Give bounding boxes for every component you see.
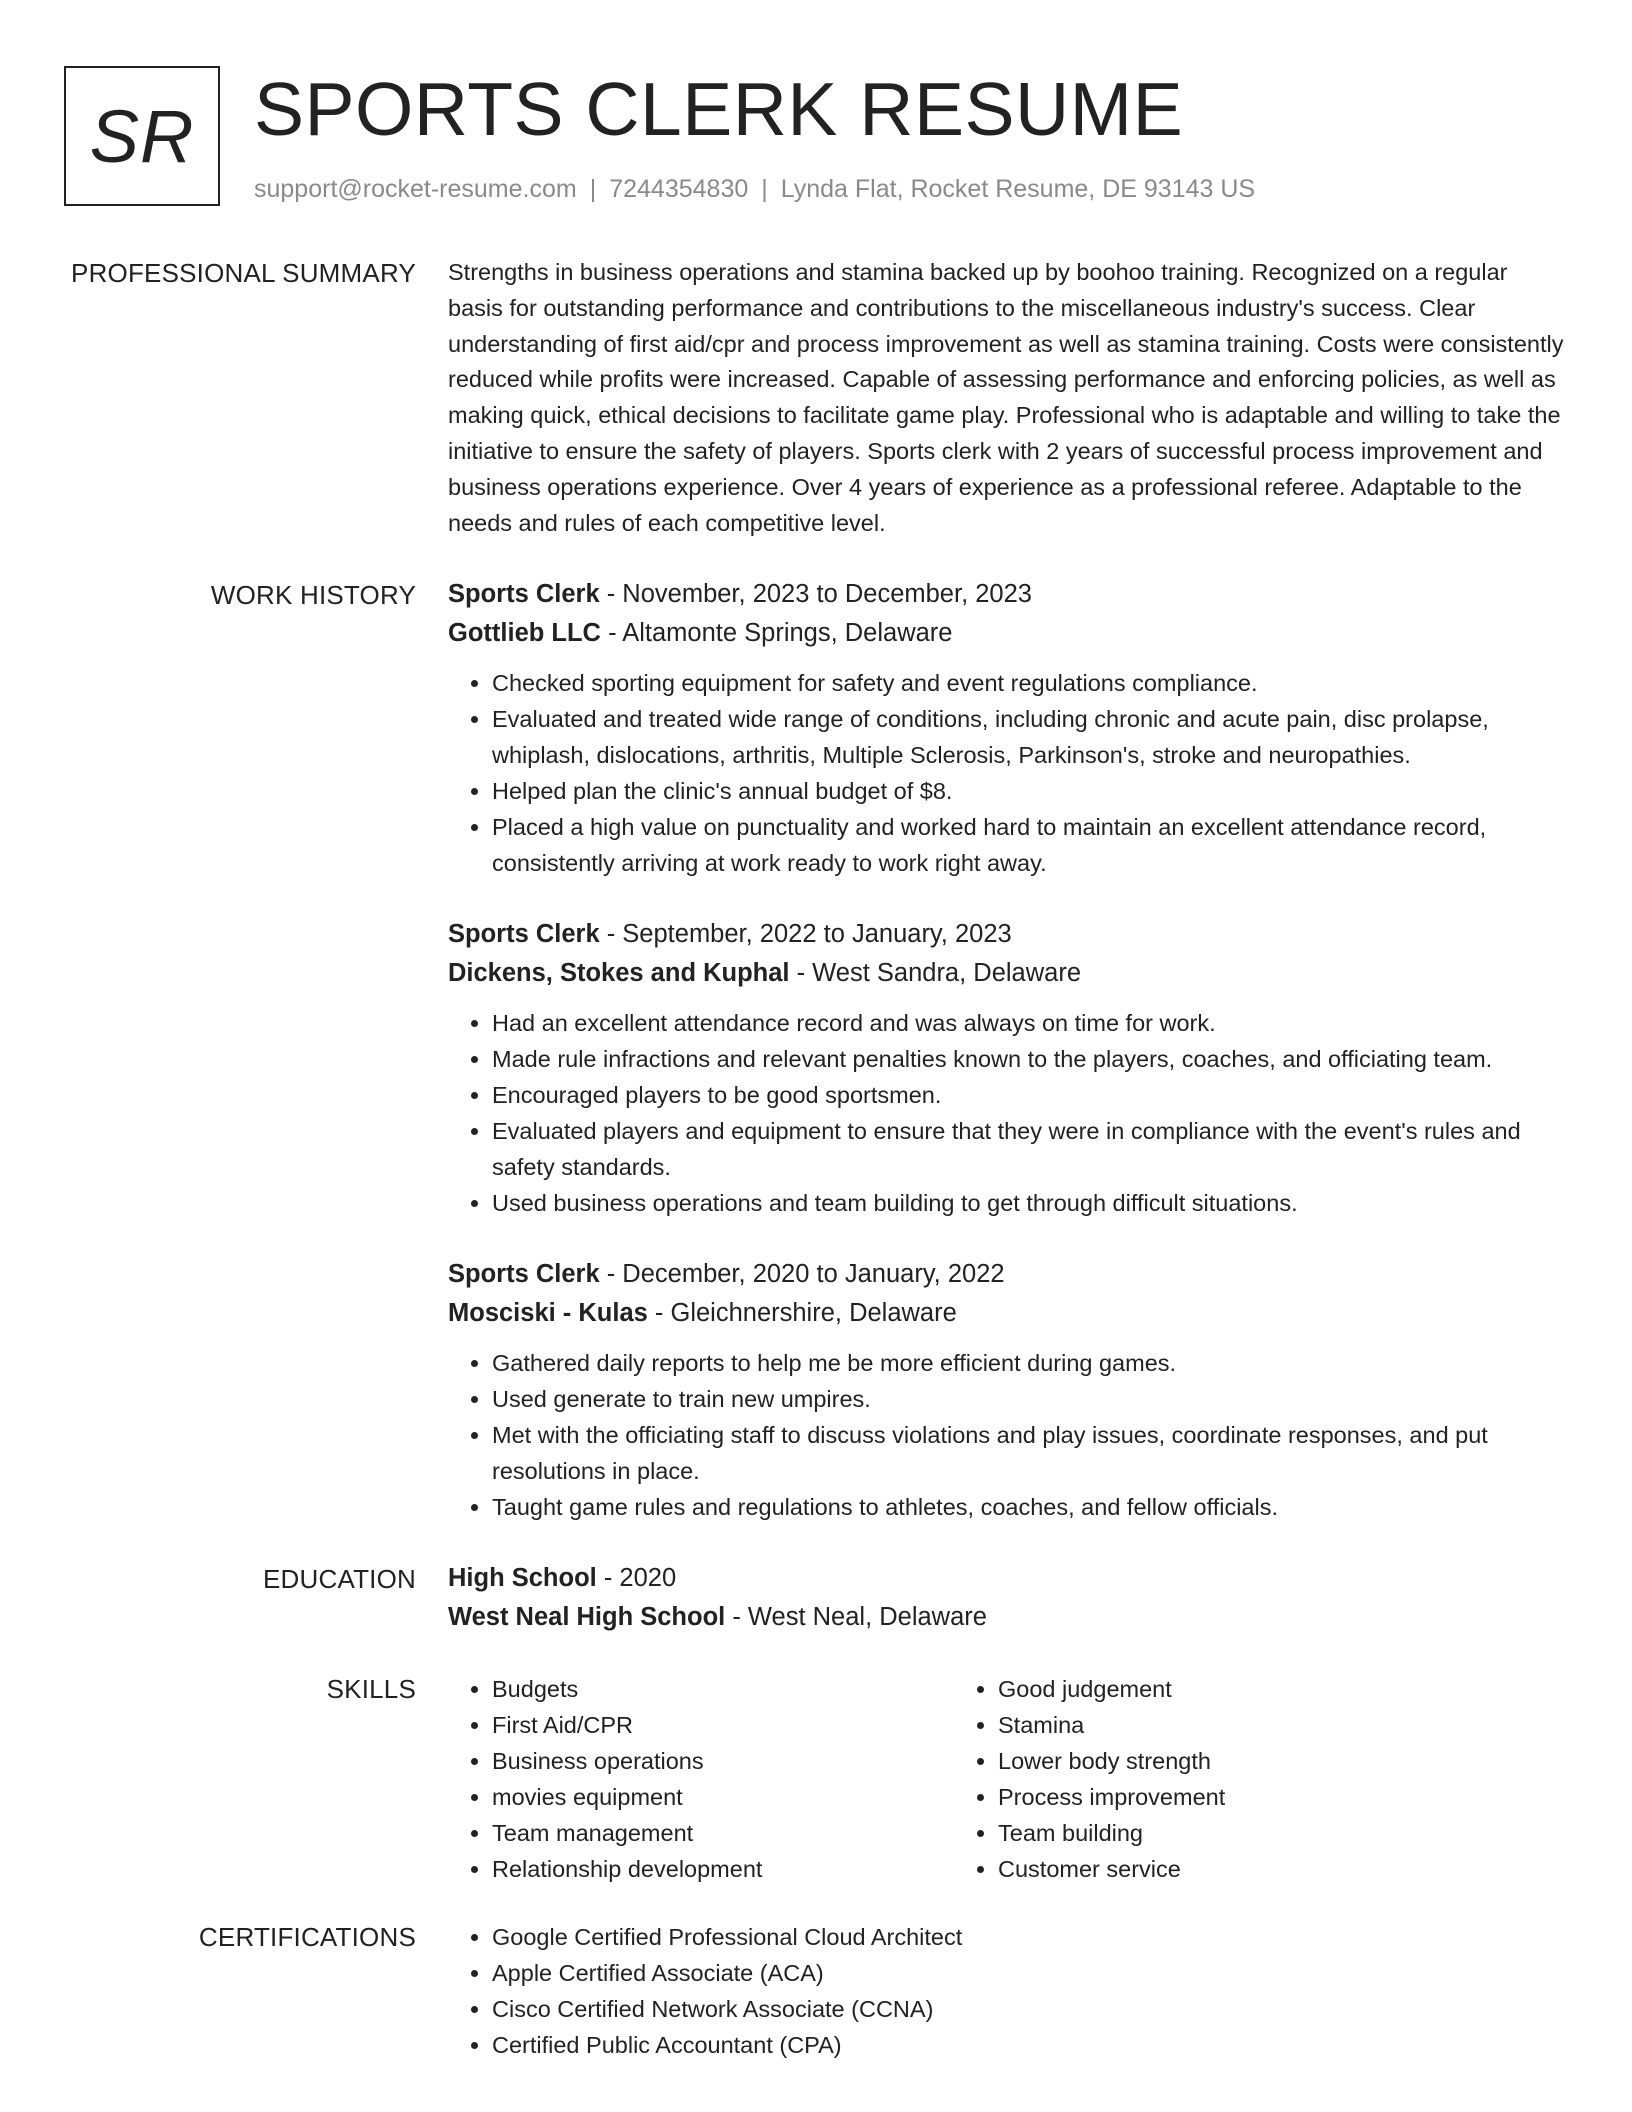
section-label: PROFESSIONAL SUMMARY — [71, 258, 416, 288]
job-location: - West Sandra, Delaware — [789, 959, 1081, 988]
list-item: • Used business operations and team building to get through difficult situations. — [492, 1185, 1564, 1221]
section-work-history — [64, 575, 1564, 1525]
list-item: • Met with the officiating staff to discuss violations and play issues, coordinate responses, and put resolutions in place. — [492, 1417, 1564, 1489]
job-bullets — [448, 1345, 1564, 1525]
section-skills — [64, 1671, 1564, 1887]
resume-header — [64, 64, 1584, 210]
job-company-line — [448, 1294, 1564, 1333]
section-label: CERTIFICATIONS — [198, 1922, 416, 1953]
job-title-line — [448, 575, 1564, 614]
section-education — [64, 1559, 1564, 1637]
list-item: • Google Certified Professional Cloud Architect — [492, 1919, 1564, 1955]
education-school: West Neal High School — [448, 1603, 726, 1632]
list-item: • Customer service — [998, 1851, 1460, 1887]
education-degree: High School — [448, 1564, 597, 1593]
job-bullets — [448, 1005, 1564, 1221]
list-item: • Checked sporting equipment for safety and event regulations compliance. — [492, 665, 1564, 701]
education-degree-line — [448, 1559, 1564, 1598]
job-company: Dickens, Stokes and Kuphal — [448, 959, 790, 988]
list-item: • Relationship development — [492, 1851, 954, 1887]
job-company: Mosciski - Kulas — [448, 1299, 648, 1328]
section-content — [448, 1919, 1564, 2063]
job-title: Sports Clerk — [448, 580, 600, 609]
job-entry — [448, 915, 1564, 1221]
job-title-line — [448, 915, 1564, 954]
section-content — [448, 575, 1564, 1525]
job-company-line — [448, 614, 1564, 653]
job-title: Sports Clerk — [448, 1260, 600, 1289]
skills-column-right — [954, 1671, 1460, 1887]
list-item: • Evaluated players and equipment to ensure that they were in compliance with the event's rules and safety standards. — [492, 1113, 1564, 1185]
list-item: • Good judgement — [998, 1671, 1460, 1707]
list-item: • Had an excellent attendance record and was always on time for work. — [492, 1005, 1564, 1041]
job-dates: - December, 2020 to January, 2022 — [599, 1260, 1005, 1289]
section-label: WORK HISTORY — [210, 580, 416, 611]
job-title-line — [448, 1255, 1564, 1294]
education-location: - West Neal, Delaware — [725, 1603, 987, 1632]
skills-grid — [448, 1671, 1564, 1887]
job-bullets — [448, 665, 1564, 881]
job-location: - Gleichnershire, Delaware — [647, 1299, 957, 1328]
job-dates: - September, 2022 to January, 2023 — [599, 920, 1012, 949]
job-location: - Altamonte Springs, Delaware — [600, 619, 953, 648]
job-dates: - November, 2023 to December, 2023 — [599, 580, 1032, 609]
list-item: • First Aid/CPR — [492, 1707, 954, 1743]
section-content — [448, 1559, 1564, 1637]
section-content — [448, 255, 1564, 541]
list-item: • Placed a high value on punctuality and worked hard to maintain an excellent attendance record, consistently arriving at work ready to work right away. — [492, 809, 1564, 881]
list-item: • Gathered daily reports to help me be more efficient during games. — [492, 1345, 1564, 1381]
contact-separator: | — [589, 175, 597, 203]
section-professional-summary — [64, 255, 1564, 541]
contact-phone: 7244354830 — [609, 175, 749, 203]
list-item: • Team building — [998, 1815, 1460, 1851]
monogram-badge: SR — [64, 66, 220, 206]
list-item: • Taught game rules and regulations to athletes, coaches, and fellow officials. — [492, 1489, 1564, 1525]
list-item: • Business operations — [492, 1743, 954, 1779]
list-item: • Made rule infractions and relevant penalties known to the players, coaches, and officiating team. — [492, 1041, 1564, 1077]
list-item: • Budgets — [492, 1671, 954, 1707]
skills-column-left — [448, 1671, 954, 1887]
contact-email: support@rocket-resume.com — [254, 175, 577, 203]
section-label: EDUCATION — [263, 1564, 416, 1595]
list-item: • Used generate to train new umpires. — [492, 1381, 1564, 1417]
summary-text: Strengths in business operations and stamina backed up by boohoo training. Recognized on a regular basis for outstanding performance and contributions to the miscellaneous industry's success. Clear understanding of first aid/cpr and process improvement as well as stamina training. Costs were consistently reduced while profits were increased. Capable of assessing performance and enforcing policies, as well as making quick, ethical decisions to facilitate game play. Professional who is adaptable and willing to take the initiative to ensure the safety of players. Sports clerk with 2 years of successful process improvement and business operations experience. Over 4 years of experience as a professional referee. Adaptable to the needs and rules of each competitive level. — [448, 259, 1564, 536]
list-item: • Cisco Certified Network Associate (CCNA) — [492, 1991, 1564, 2027]
list-item: • Certified Public Accountant (CPA) — [492, 2027, 1564, 2063]
job-title: Sports Clerk — [448, 920, 600, 949]
job-entry — [448, 1255, 1564, 1525]
contact-line — [254, 172, 1255, 206]
section-certifications — [64, 1919, 1564, 2063]
list-item: • Stamina — [998, 1707, 1460, 1743]
section-content — [448, 1671, 1564, 1887]
list-item: • Apple Certified Associate (ACA) — [492, 1955, 1564, 1991]
contact-address: Lynda Flat, Rocket Resume, DE 93143 US — [780, 175, 1256, 203]
job-company-line — [448, 954, 1564, 993]
contact-separator: | — [761, 175, 768, 203]
resume-body — [64, 255, 1564, 2063]
section-label: SKILLS — [326, 1674, 416, 1705]
list-item: • Evaluated and treated wide range of conditions, including chronic and acute pain, disc prolapse, whiplash, dislocations, arthritis, Multiple Sclerosis, Parkinson's, stroke and neuropathies. — [492, 701, 1564, 773]
list-item: • Encouraged players to be good sportsmen. — [492, 1077, 1564, 1113]
list-item: • Helped plan the clinic's annual budget of $8. — [492, 773, 1564, 809]
job-company: Gottlieb LLC — [448, 619, 601, 648]
resume-title: SPORTS CLERK RESUME — [254, 67, 1184, 151]
list-item: • movies equipment — [492, 1779, 954, 1815]
certifications-list — [448, 1919, 1564, 2063]
job-entry — [448, 575, 1564, 881]
education-year: - 2020 — [596, 1564, 677, 1593]
list-item: • Team management — [492, 1815, 954, 1851]
list-item: • Process improvement — [998, 1779, 1460, 1815]
list-item: • Lower body strength — [998, 1743, 1460, 1779]
education-school-line — [448, 1598, 1564, 1637]
